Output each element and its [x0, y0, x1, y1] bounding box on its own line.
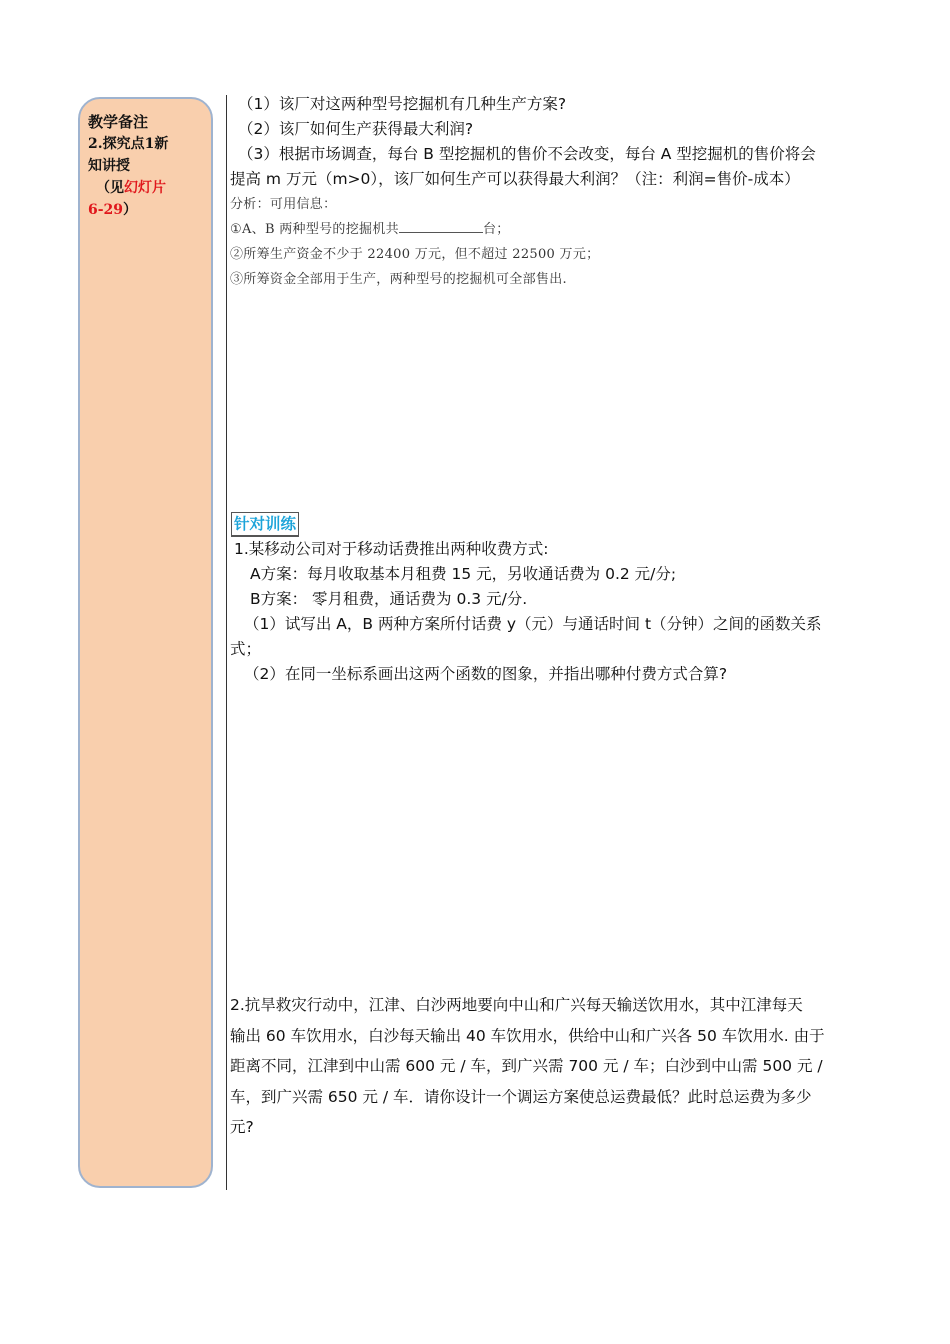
- ref-open: （见: [96, 180, 124, 196]
- fill-in-blank[interactable]: [399, 218, 483, 233]
- exercise-2-line1: 2.抗旱救灾行动中，江津、白沙两地要向中山和广兴每天输送饮用水，其中江津每天: [230, 996, 803, 1014]
- exercise-2-line3: 距离不同，江津到中山需 600 元 / 车，到广兴需 700 元 / 车；白沙到中山需 500 元 /: [230, 1057, 823, 1075]
- analysis-item-1-suffix: 台；: [482, 222, 510, 237]
- exercise-1-plan-a: A方案：每月收取基本月租费 15 元，另收通话费为 0.2 元/分;: [250, 565, 677, 583]
- analysis-head: 分析：可用信息：: [230, 197, 337, 212]
- ref-slide-range: 6-29: [88, 202, 124, 218]
- exercise-1-q1-line2: 式；: [230, 640, 262, 658]
- ref-slides-label: 幻灯片: [124, 180, 166, 196]
- training-tag: 针对训练: [231, 512, 299, 537]
- exercise-1: [230, 512, 862, 687]
- analysis-item-1-text: ①A、B 两种型号的挖掘机共: [230, 222, 399, 237]
- question-2: （2）该厂如何生产获得最大利润?: [238, 120, 474, 138]
- sidebar-step-line1: 2.探究点1新: [88, 136, 169, 152]
- exercise-2-line5: 元?: [230, 1118, 254, 1136]
- exercise-2: [230, 990, 862, 1143]
- main-content: [230, 92, 862, 1136]
- question-3-line1: （3）根据市场调查，每台 B 型挖掘机的售价不会改变，每台 A 型挖掘机的售价将会: [238, 145, 816, 163]
- question-1: （1）该厂对这两种型号挖掘机有几种生产方案?: [238, 95, 567, 113]
- exercise-2-line2: 输出 60 车饮用水，白沙每天输出 40 车饮用水，供给中山和广兴各 50 车饮用水. 由于: [230, 1026, 825, 1045]
- exercise-2-line4: 车，到广兴需 650 元 / 车．请你设计一个调运方案使总运费最低？此时总运费为多少: [230, 1087, 812, 1106]
- exercise-1-q1-line1: （1）试写出 A，B 两种方案所付话费 y（元）与通话时间 t（分钟）之间的函数关系: [244, 615, 822, 633]
- ref-close: ）: [123, 202, 138, 218]
- exercise-1-intro: 1.某移动公司对于移动话费推出两种收费方式:: [234, 540, 549, 558]
- column-divider: [226, 95, 227, 1190]
- analysis-item-2: ②所筹生产资金不少于 22400 万元，但不超过 22500 万元；: [230, 247, 600, 262]
- exercise-1-plan-b: B方案： 零月租费，通话费为 0.3 元/分.: [250, 590, 528, 608]
- analysis-item-3: ③所筹资金全部用于生产，两种型号的挖掘机可全部售出.: [230, 272, 567, 287]
- sidebar-slide-reference: [88, 177, 205, 199]
- question-3-line2: 提高 m 万元（m>0），该厂如何生产可以获得最大利润？（注：利润=售价-成本）: [230, 170, 800, 188]
- sidebar-step-line2: 知讲授: [88, 158, 130, 174]
- analysis-item-1: [230, 217, 862, 242]
- exercise-1-q2: （2）在同一坐标系画出这两个函数的图象，并指出哪种付费方式合算?: [244, 665, 728, 683]
- sidebar-slide-range: [88, 199, 205, 221]
- sidebar-title: 教学备注: [88, 113, 149, 131]
- teaching-notes-sidebar: [78, 97, 213, 1188]
